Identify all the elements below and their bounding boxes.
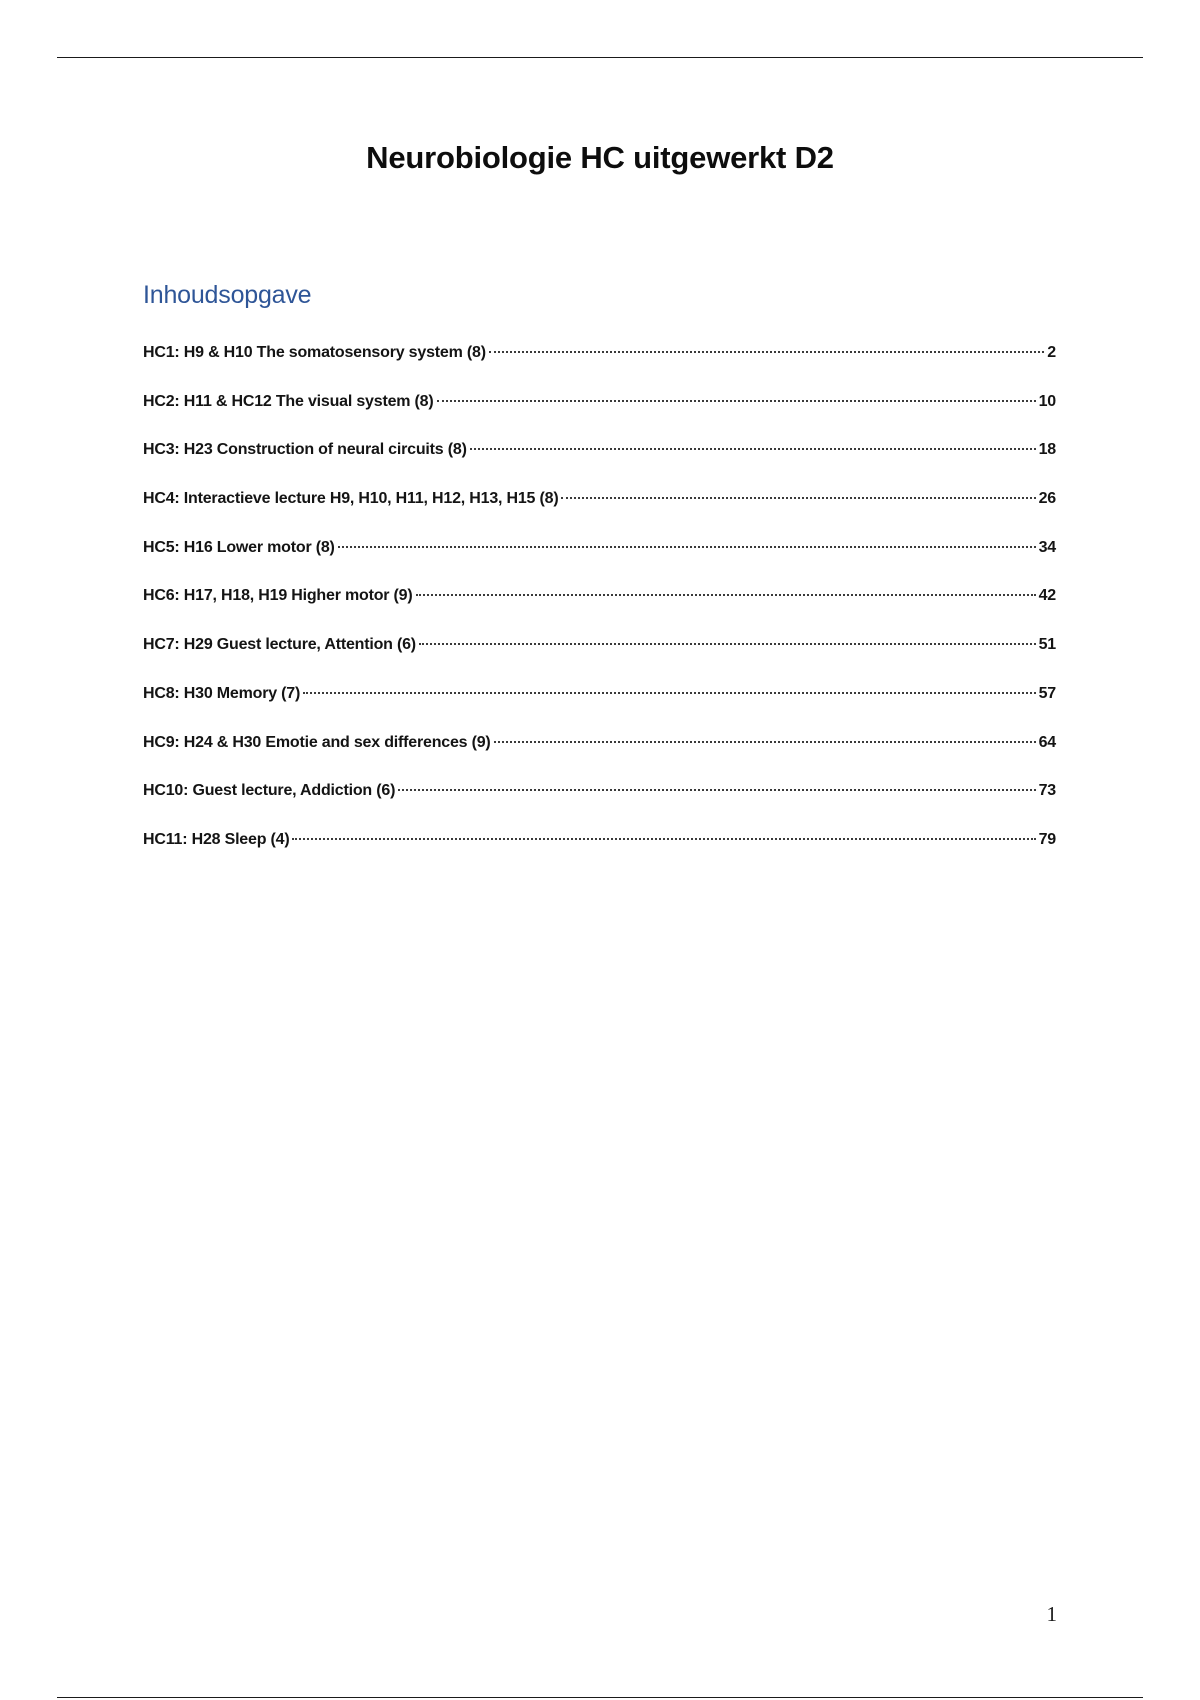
toc-entry-page: 2 — [1047, 344, 1056, 361]
toc-entry-page: 18 — [1038, 441, 1056, 459]
toc-entry-hc6[interactable] — [143, 587, 1056, 636]
page-number: 1 — [1046, 1602, 1057, 1626]
footer-rule — [57, 1697, 1143, 1698]
toc-entry-page: 42 — [1038, 587, 1056, 605]
document-title: Neurobiologie HC uitgewerkt D2 — [366, 140, 834, 175]
toc-entry-hc2[interactable] — [143, 393, 1056, 442]
toc-entry-text: HC9: H24 & H30 Emotie and sex differences (9) — [143, 733, 491, 751]
toc-entry-hc4[interactable] — [143, 490, 1056, 539]
toc-dot-leader — [494, 741, 1036, 743]
toc-list — [143, 344, 1056, 880]
toc-dot-leader — [561, 497, 1035, 499]
toc-entry-hc11[interactable] — [143, 831, 1056, 880]
toc-entry-text: HC8: H30 Memory (7) — [143, 684, 301, 702]
toc-dot-leader — [470, 448, 1036, 450]
toc-entry-page: 34 — [1038, 538, 1056, 556]
toc-entry-page: 64 — [1038, 733, 1056, 751]
toc-dot-leader — [416, 594, 1036, 596]
toc-entry-text: HC6: H17, H18, H19 Higher motor (9) — [143, 587, 413, 605]
toc-dot-leader — [489, 351, 1044, 353]
toc-dot-leader — [338, 546, 1036, 548]
toc-entry-text: HC5: H16 Lower motor (8) — [143, 538, 335, 556]
toc-dot-leader — [398, 789, 1035, 791]
toc-entry-hc9[interactable] — [143, 734, 1056, 783]
toc-dot-leader — [303, 692, 1035, 694]
toc-dot-leader — [419, 643, 1036, 645]
toc-entry-page: 26 — [1038, 490, 1056, 508]
toc-entry-text: HC10: Guest lecture, Addiction (6) — [143, 782, 396, 800]
toc-entry-hc10[interactable] — [143, 782, 1056, 831]
toc-entry-text: HC2: H11 & HC12 The visual system (8) — [143, 392, 434, 410]
toc-entry-hc3[interactable] — [143, 441, 1056, 490]
toc-entry-page: 57 — [1038, 684, 1056, 702]
toc-entry-text: HC1: H9 & H10 The somatosensory system (8) — [143, 344, 486, 361]
toc-dot-leader — [292, 838, 1035, 840]
toc-entry-text: HC7: H29 Guest lecture, Attention (6) — [143, 636, 416, 654]
toc-entry-text: HC4: Interactieve lecture H9, H10, H11, H12, H13, H15 (8) — [143, 490, 559, 508]
toc-entry-page: 10 — [1038, 392, 1056, 410]
toc-entry-page: 51 — [1038, 636, 1056, 654]
toc-entry-hc8[interactable] — [143, 685, 1056, 734]
toc-entry-text: HC11: H28 Sleep (4) — [143, 830, 290, 848]
header-rule — [57, 57, 1143, 58]
toc-entry-hc5[interactable] — [143, 539, 1056, 588]
toc-entry-page: 79 — [1038, 830, 1056, 848]
toc-entry-page: 73 — [1038, 782, 1056, 800]
toc-heading: Inhoudsopgave — [143, 281, 312, 309]
toc-entry-hc7[interactable] — [143, 636, 1056, 685]
toc-dot-leader — [437, 400, 1036, 402]
toc-entry-text: HC3: H23 Construction of neural circuits (8) — [143, 441, 467, 459]
toc-entry-hc1[interactable] — [143, 344, 1056, 393]
